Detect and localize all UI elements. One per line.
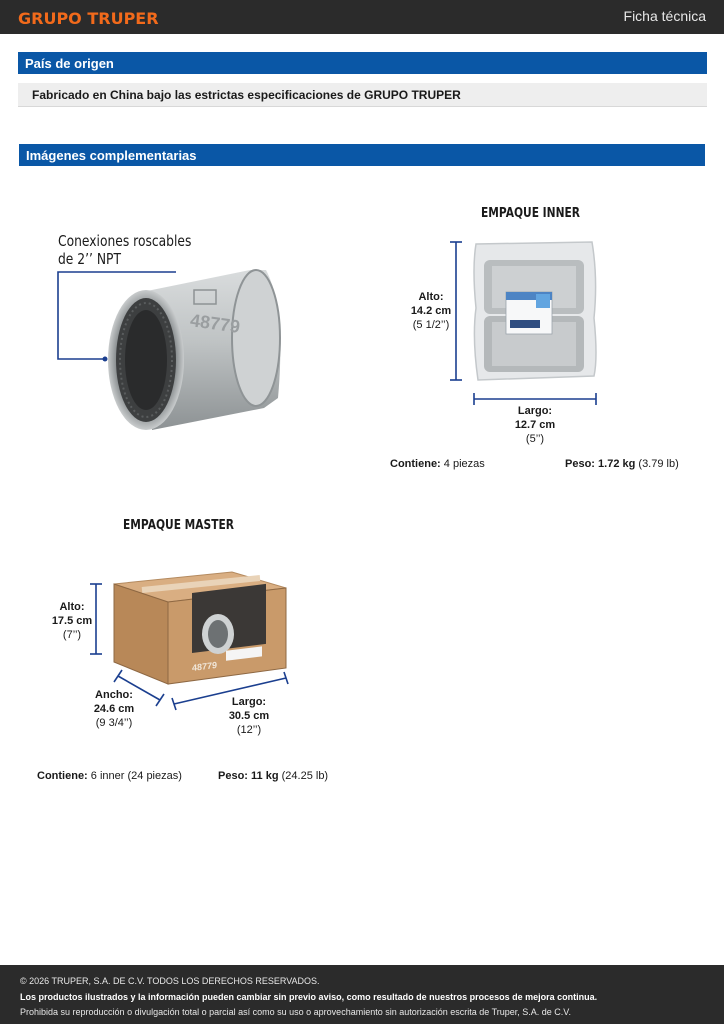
footer-legal: Prohibida su reproducción o divulgación total o parcial así como su uso o aprovechamiento sin autorización escrita de Truper, S.A. de C.V. xyxy=(20,1007,571,1017)
footer-notice: Los productos ilustrados y la información pueden cambiar sin previo aviso, como resultado de nuestros procesos de mejora continua. xyxy=(20,991,598,1002)
master-title: EMPAQUE MASTER xyxy=(123,518,234,533)
brand-logo: GRUPO TRUPER xyxy=(18,9,159,28)
master-length-label: Largo: 30.5 cm (12’’) xyxy=(228,696,270,736)
inner-height-label: Alto: 14.2 cm (5 1/2’’) xyxy=(410,291,452,331)
footer xyxy=(0,965,724,1024)
footer-copyright: © 2026 TRUPER, S.A. DE C.V. TODOS LOS DERECHOS RESERVADOS. xyxy=(20,976,320,986)
section-images-title: Imágenes complementarias xyxy=(19,144,705,166)
coupling-image xyxy=(54,268,294,438)
coupling-stamp: 48779 xyxy=(188,310,242,337)
master-height-label: Alto: 17.5 cm (7’’) xyxy=(51,601,93,641)
master-box-code: 48779 xyxy=(192,659,217,673)
master-width-label: Ancho: 24.6 cm (9 3/4’’) xyxy=(93,689,135,729)
callout-line-1: Conexiones roscables xyxy=(58,232,192,250)
inner-title: EMPAQUE INNER xyxy=(481,206,580,221)
section-origin-title: País de origen xyxy=(18,52,707,74)
origin-text: Fabricado en China bajo las estrictas especificaciones de GRUPO TRUPER xyxy=(18,83,707,107)
inner-package-image xyxy=(448,238,608,408)
inner-length-label: Largo: 12.7 cm (5’’) xyxy=(514,405,556,445)
header-bar xyxy=(0,0,724,34)
document-type: Ficha técnica xyxy=(623,8,706,24)
inner-weight: Peso: 1.72 kg (3.79 lb) xyxy=(565,458,679,470)
master-weight: Peso: 11 kg (24.25 lb) xyxy=(218,770,329,782)
master-contents: Contiene: 6 inner (24 piezas) xyxy=(37,770,182,782)
product-callout xyxy=(58,232,191,268)
inner-contents: Contiene: 4 piezas xyxy=(390,458,485,470)
callout-line-2: de 2’’ NPT xyxy=(58,250,121,268)
